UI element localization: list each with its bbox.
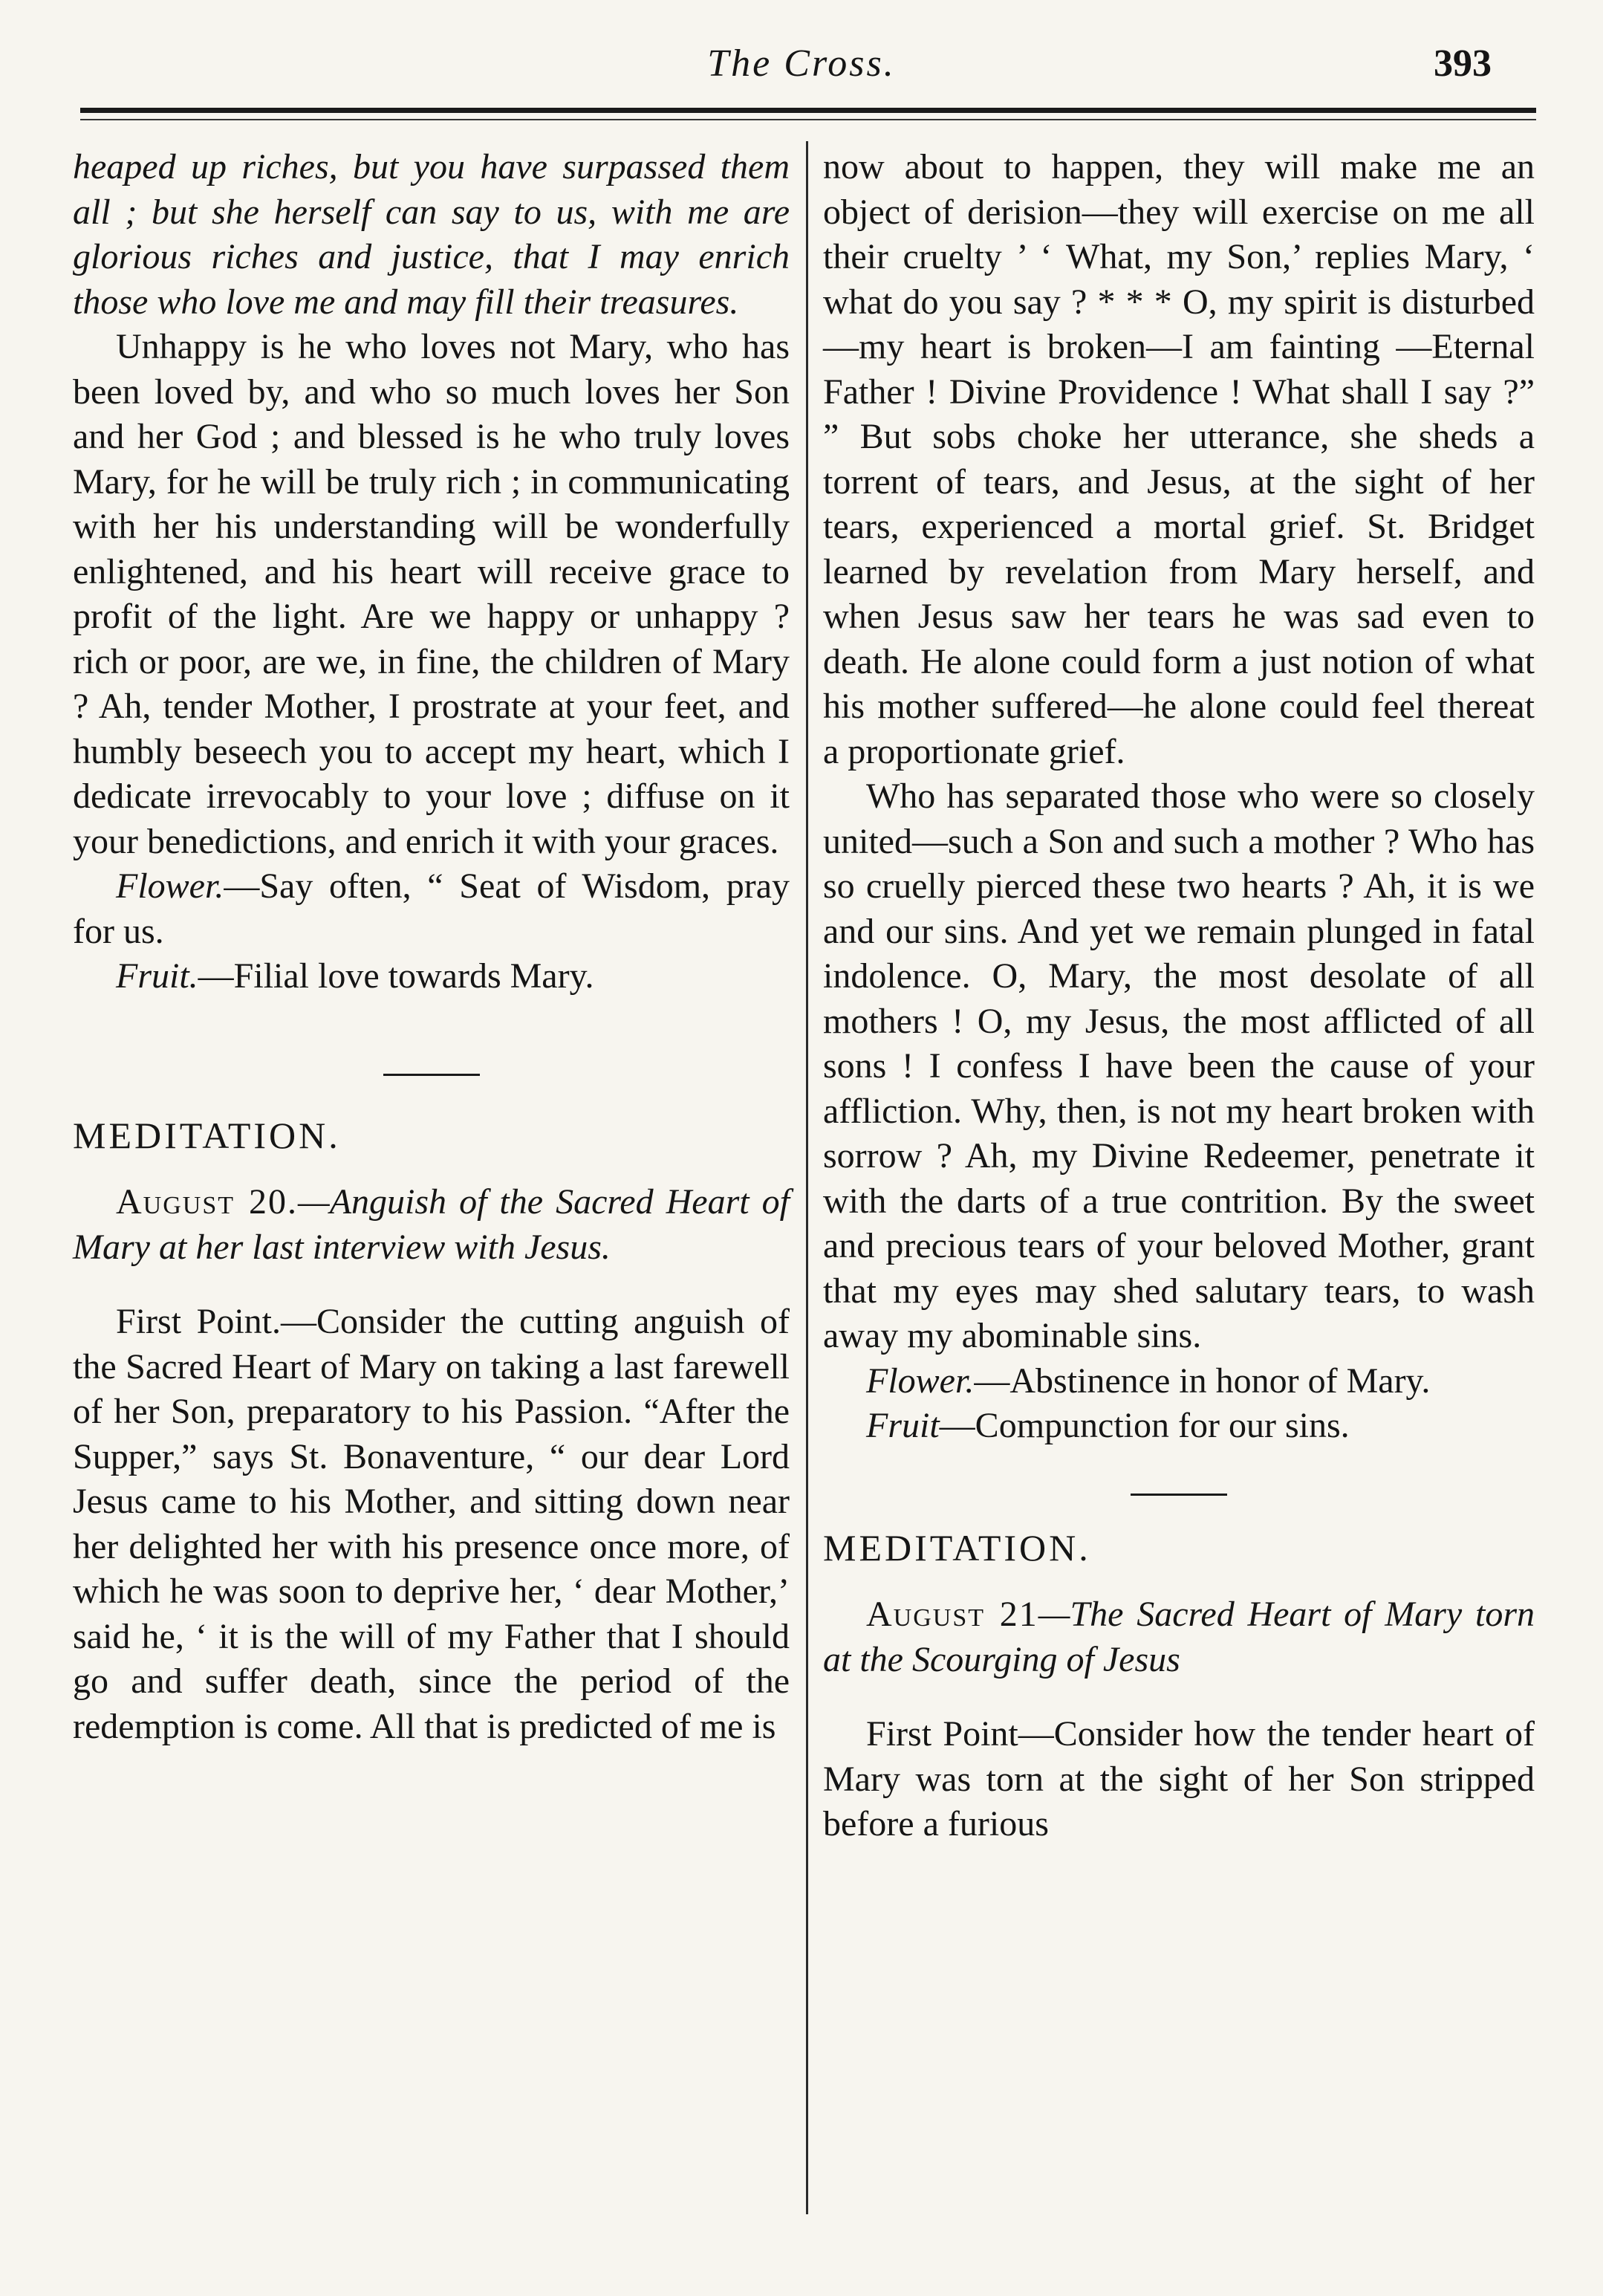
paragraph: First Point—Consider how the tender heart of Mary was torn at the sight of her Son stripped before a furious — [823, 1714, 1535, 1843]
date-title: —Anguish of the Sacred Heart of Mary at her last interview with Jesus. — [73, 1182, 790, 1267]
date-label: August 21 — [866, 1595, 1038, 1634]
section-ornament — [383, 1074, 480, 1076]
fruit-label: Fruit — [866, 1406, 940, 1445]
header-rule — [80, 108, 1536, 113]
fruit-label: Fruit. — [116, 956, 198, 996]
running-title: The Cross. — [707, 42, 896, 85]
paragraph: Who has separated those who were so closely united—such a Son and such a mother ? Who has so cruelly pierced these two hearts ? Ah, it is we and our sins. And yet we remain plunged in fatal indolence. O, Mary, the most desolate of all mothers ! O, my Jesus, the most afflicted of all sons ! I confess I have been the cause of your affliction. Why, then, is not my heart broken with sorrow ? Ah, my Divine Redeemer, penetrate it with the darts of a true contrition. By the sweet and precious tears of your beloved Mother, grant that my eyes may shed salutary tears, to wash away my abominable sins. — [823, 776, 1535, 1355]
fruit-line — [73, 954, 790, 999]
page-number: 393 — [1434, 42, 1492, 85]
flower-text: —Say often, “ Seat of Wisdom, pray for us. — [73, 866, 790, 951]
section-date-line — [823, 1592, 1535, 1682]
section-date-line — [73, 1180, 790, 1270]
flower-label: Flower. — [866, 1361, 975, 1401]
flower-text: —Abstinence in honor of Mary. — [974, 1361, 1431, 1401]
section-heading: MEDITATION. — [73, 1114, 341, 1156]
flower-line — [823, 1359, 1535, 1404]
page-header — [0, 42, 1603, 86]
paragraph: First Point.—Consider the cutting anguish of the Sacred Heart of Mary on taking a last farewell of her Son, preparatory to his Passion. “After the Supper,” says St. Bonaventure, “ our dear Lord Jesus came to his Mother, and sitting down near her delighted her with his presence once more, of which he was soon to deprive her, ‘ dear Mother,’ said he, ‘ it is the will of my Father that I should go and suffer death, since the period of the redemption is come. All that is predicted of me is — [73, 1302, 790, 1746]
paragraph: heaped up riches, but you have surpassed them all ; but she herself can say to us, with me are glorious riches and justice, that I may enrich those who love me and may fill their treasures. — [73, 147, 790, 322]
fruit-text: —Filial love towards Mary. — [198, 956, 594, 996]
header-rule-thin — [80, 119, 1536, 120]
fruit-text: —Compunction for our sins. — [939, 1406, 1350, 1445]
section-ornament — [1131, 1494, 1227, 1496]
date-title: —The Sacred Heart of Mary torn at the Scourging of Jesus — [823, 1595, 1535, 1679]
column-divider — [806, 141, 808, 2214]
flower-line — [73, 864, 790, 954]
paragraph: Unhappy is he who loves not Mary, who has been loved by, and who so much loves her Son and her God ; and blessed is he who truly loves Mary, for he will be truly rich ; in communicating with her his understanding will be wonderfully enlightened, and his heart will receive grace to profit of the light. Are we happy or unhappy ? rich or poor, are we, in fine, the children of Mary ? Ah, tender Mother, I prostrate at your feet, and humbly beseech you to accept my heart, which I dedicate irrevocably to your love ; diffuse on it your benedictions, and enrich it with your graces. — [73, 327, 790, 861]
fruit-line — [823, 1404, 1535, 1449]
paragraph: now about to happen, they will make me an object of derision—they will exercise on me all their cruelty ’ ‘ What, my Son,’ replies Mary, ‘ what do you say ? * * * O, my spirit is disturbed—my heart is broken—I am fainting —Eternal Father ! Divine Providence ! What shall I say ?” ” But sobs choke her utterance, she sheds a torrent of tears, and Jesus, at the sight of her tears, experienced a mortal grief. St. Bridget learned by revelation from Mary herself, and when Jesus saw her tears he was sad even to death. He alone could form a just notion of what his mother suffered—he alone could feel thereat a proportionate grief. — [823, 147, 1535, 771]
section-heading: MEDITATION. — [823, 1526, 1091, 1569]
left-column — [73, 145, 790, 1749]
right-column — [823, 145, 1535, 1847]
date-label: August 20. — [116, 1182, 299, 1222]
flower-label: Flower. — [116, 866, 224, 906]
